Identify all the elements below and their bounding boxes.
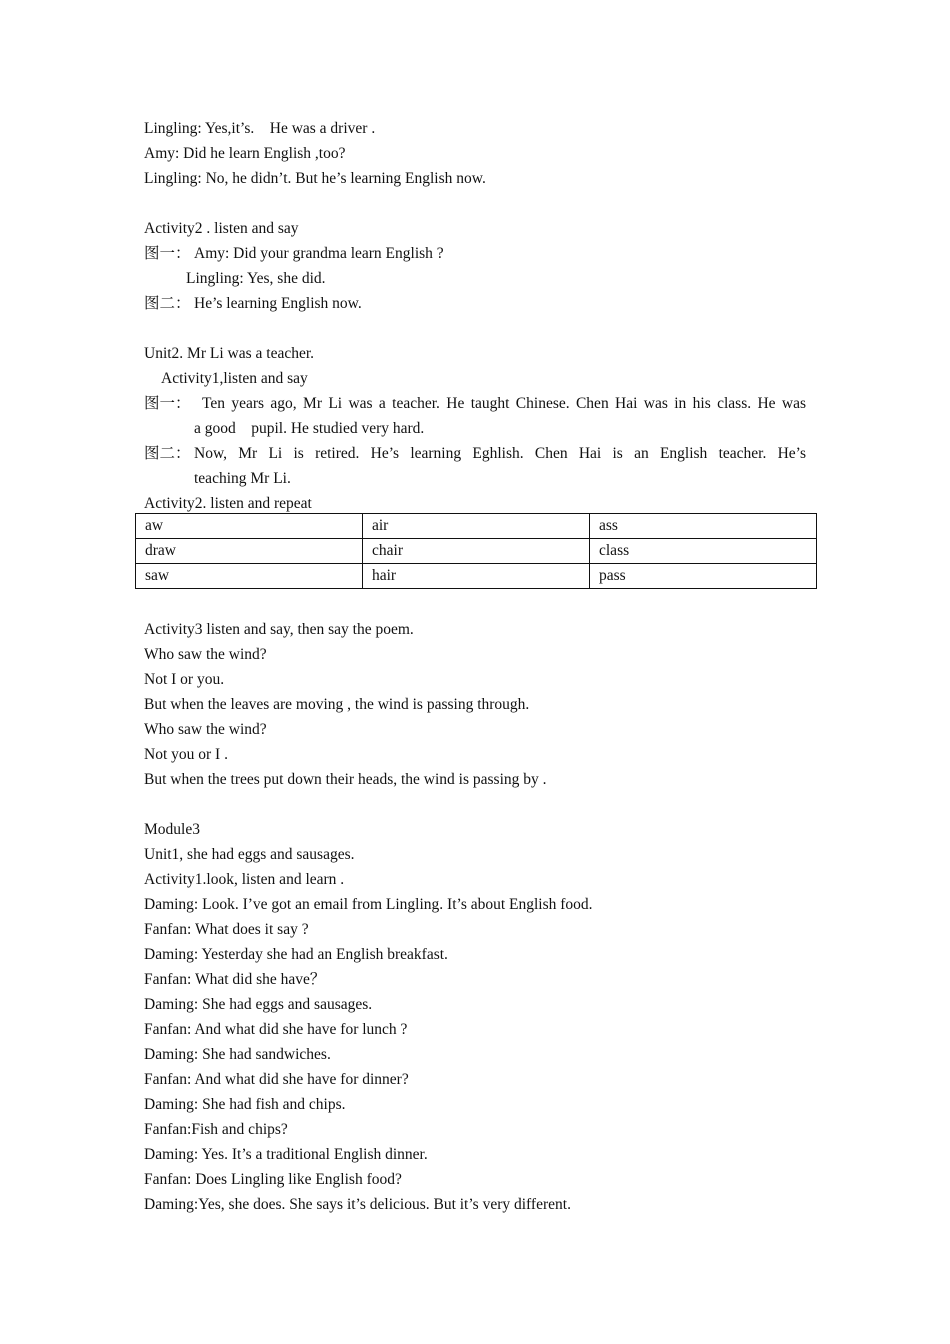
dialogue-line: Daming: Look. I’ve got an email from Lingling. It’s about English food. (144, 896, 593, 913)
dialogue-line: Fanfan: And what did she have for dinner? (144, 1071, 409, 1088)
table-row (136, 539, 817, 564)
table-cell: ass (590, 514, 817, 539)
dialogue-line: Daming:Yes, she does. She says it’s delicious. But it’s very different. (144, 1196, 571, 1213)
table-cell: draw (136, 539, 363, 564)
poem-line: But when the trees put down their heads, the wind is passing by . (144, 771, 547, 788)
activity-heading: Activity2. listen and repeat (144, 495, 312, 512)
figure-label: 图二： (144, 445, 191, 462)
dialogue-line: Fanfan:Fish and chips? (144, 1121, 288, 1138)
table-cell: pass (590, 564, 817, 589)
dialogue-line: Amy: Did your grandma learn English ? (194, 245, 444, 262)
paragraph-line: Ten years ago, Mr Li was a teacher. He taught Chinese. Chen Hai was in his class. He was (202, 395, 806, 412)
module-heading: Module3 (144, 821, 200, 838)
poem-line: Who saw the wind? (144, 646, 267, 663)
dialogue-line: Lingling: Yes,it’s. He was a driver . (144, 120, 376, 137)
dialogue-line: Daming: She had sandwiches. (144, 1046, 331, 1063)
table-cell: saw (136, 564, 363, 589)
dialogue-line: Lingling: Yes, she did. (186, 270, 326, 287)
unit-heading: Unit2. Mr Li was a teacher. (144, 345, 315, 362)
figure-label: 图一： (144, 395, 191, 412)
table-row (136, 564, 817, 589)
dialogue-line: Lingling: No, he didn’t. But he’s learning English now. (144, 170, 486, 187)
table-row (136, 514, 817, 539)
dialogue-line: Fanfan: Does Lingling like English food? (144, 1171, 402, 1188)
dialogue-line: Fanfan: What did she have？ (144, 971, 326, 988)
paragraph-line: teaching Mr Li. (194, 470, 291, 487)
activity-heading: Activity3 listen and say, then say the poem. (144, 621, 414, 638)
poem-line: Not you or I . (144, 746, 228, 763)
dialogue-line: Daming: Yes. It’s a traditional English dinner. (144, 1146, 428, 1163)
activity-heading: Activity1.look, listen and learn . (144, 871, 345, 888)
dialogue-line: Amy: Did he learn English ,too? (144, 145, 346, 162)
poem-line: Not I or you. (144, 671, 225, 688)
table-cell: air (363, 514, 590, 539)
activity-heading: Activity2 . listen and say (144, 220, 299, 237)
activity-heading: Activity1,listen and say (161, 370, 308, 387)
table-cell: class (590, 539, 817, 564)
dialogue-line: Daming: She had fish and chips. (144, 1096, 346, 1113)
dialogue-line: Fanfan: And what did she have for lunch ? (144, 1021, 408, 1038)
unit-heading: Unit1, she had eggs and sausages. (144, 846, 355, 863)
figure-label: 图一： (144, 245, 191, 262)
poem-line: Who saw the wind? (144, 721, 267, 738)
dialogue-line: Fanfan: What does it say ? (144, 921, 309, 938)
table-cell: hair (363, 564, 590, 589)
dialogue-line: He’s learning English now. (194, 295, 362, 312)
figure-label: 图二： (144, 295, 191, 312)
table-cell: chair (363, 539, 590, 564)
paragraph-line: Now, Mr Li is retired. He’s learning Eghlish. Chen Hai is an English teacher. He’s (194, 445, 806, 462)
dialogue-line: Daming: Yesterday she had an English breakfast. (144, 946, 448, 963)
phonics-table (135, 513, 817, 589)
poem-line: But when the leaves are moving , the wind is passing through. (144, 696, 530, 713)
table-cell: aw (136, 514, 363, 539)
paragraph-line: a good pupil. He studied very hard. (194, 420, 425, 437)
dialogue-line: Daming: She had eggs and sausages. (144, 996, 373, 1013)
